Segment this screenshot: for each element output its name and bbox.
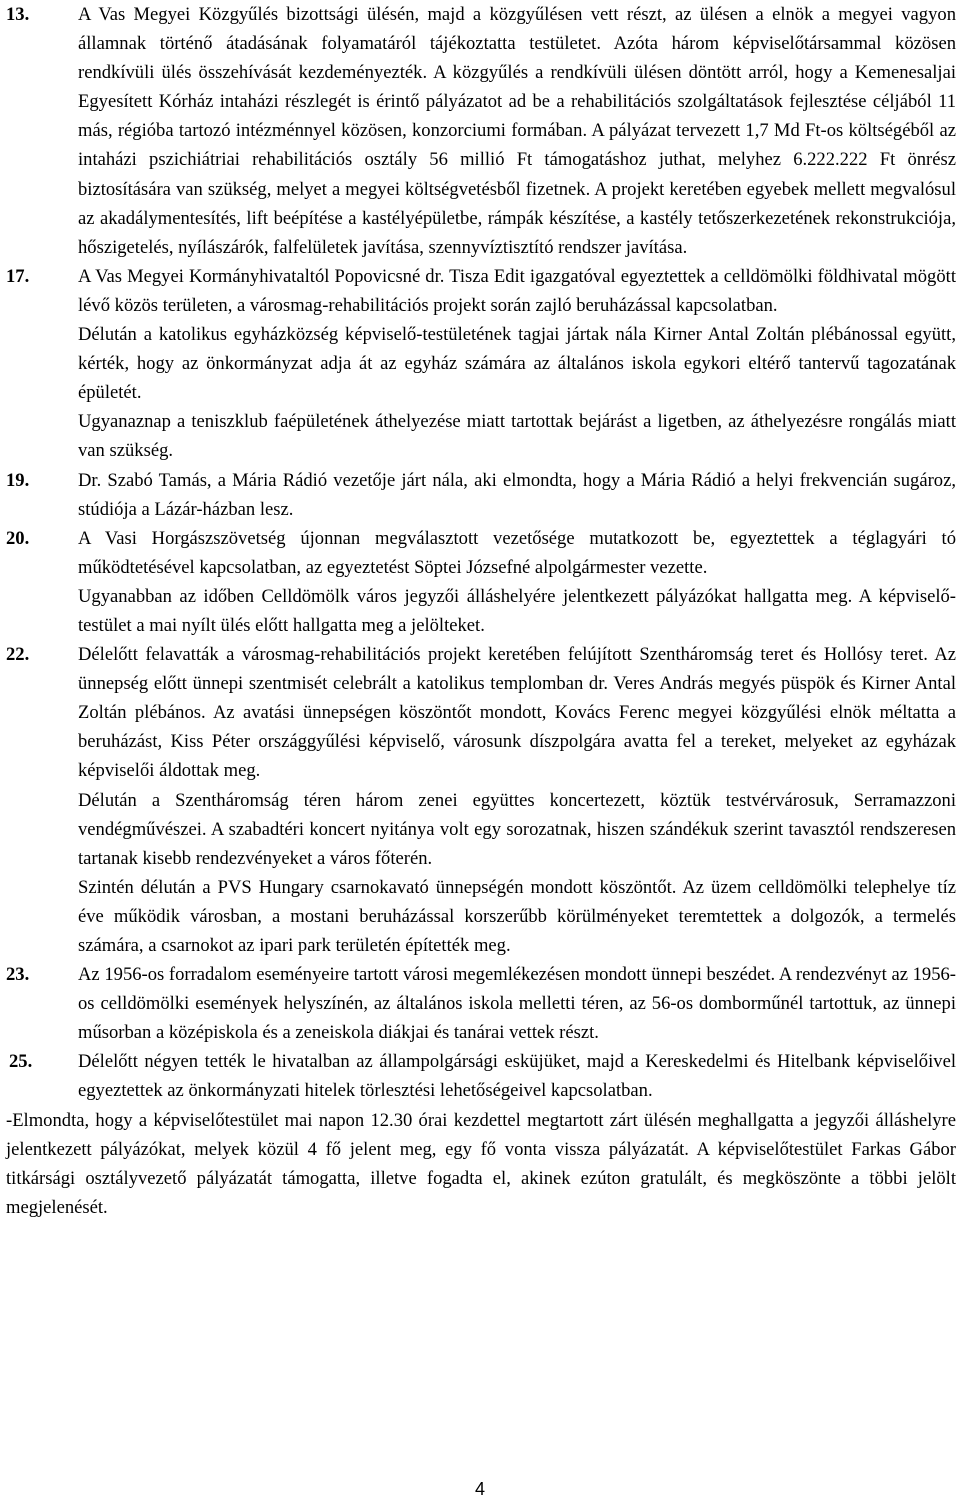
entry-number: 17. xyxy=(6,265,30,287)
document-body xyxy=(6,0,956,1222)
entry-paragraph: Délután a Szentháromság téren három zenei együttes koncertezett, köztük testvérvárosuk, Serramazzoni vendégművészei. A szabadtéri koncert nyitánya volt egy sorozatnak, hiszen szándékuk szerint tavasztól rendszeresen tartanak kisebb rendezvényeket a város főterén. xyxy=(78,789,956,869)
entry-number: 19. xyxy=(6,469,30,491)
entry-paragraph: A Vas Megyei Közgyűlés bizottsági ülésén, majd a közgyűlésen vett részt, az ülésen a elnök a megyei vagyon államnak történő átadásának folyamatáról tájékoztatta testületet. Azóta három képviselőtársammal közösen rendkívüli ülés összehívását kezdeményezték. A közgyűlés a rendkívüli ülésen döntött arról, hogy a Kemenesaljai Egyesített Kórház intaházi részlegét is érintő pályázatot ad be a rehabilitációs szolgáltatások fejlesztése céljából 11 más, régióba tartozó intézménnyel közösen, konzorciumi formában. A pályázat tervezett 1,7 Md Ft-os költségéből az intaházi pszichiátriai rehabilitációs osztály 56 millió Ft támogatáshoz juthat, melyhez 6.222.222 Ft önrész biztosítására van szükség, melyet a megyei költségvetésből fizetnek. A projekt keretében egyebek mellett megvalósul az akadálymentesítés, lift beépítése a kastélyépületbe, rámpák készítése, a kastély tetőszerkezetének rekonstrukciója, hőszigetelés, nyílászárók, falfelületek javítása, szennyvíztisztító rendszer javítása. xyxy=(78,4,956,258)
entry-body xyxy=(78,640,956,960)
entry-paragraph: A Vasi Horgászszövetség újonnan megválasztott vezetősége mutatkozott be, egyeztettek a téglagyári tó működtetésével kapcsolatban, az egyeztetést Söptei Józsefné alpolgármester vezette. xyxy=(78,527,956,578)
entry-paragraph: Délelőtt felavatták a városmag-rehabilitációs projekt keretében felújított Szentháromság teret és Hollósy teret. Az ünnepség előtt ünnepi szentmisét celebrált a katolikus templomban dr. Veres András megyés püspök és Kirner Antal Zoltán plébános. Az avatási ünnepségen köszöntőt mondott, Kovács Ferenc megyei közgyűlési elnök méltatta a beruházást, Kiss Péter országgyűlési képviselő, városunk díszpolgára avatta fel a tereket, melyeket az egyházak képviselői áldottak meg. xyxy=(78,644,956,782)
entry-paragraph: Az 1956-os forradalom eseményeire tartott városi megemlékezésen mondott ünnepi beszédet. A rendezvényt az 1956-os celldömölki események helyszínén, az általános iskola melletti téren, az 56-os domborműnél tartottuk, az ünnepi műsorban a középiskola és a zeneiskola diákjai és tanárai vettek részt. xyxy=(78,964,956,1044)
entry-19 xyxy=(6,466,956,524)
entry-17 xyxy=(6,262,956,466)
entry-body xyxy=(78,524,956,640)
entry-20 xyxy=(6,524,956,640)
entry-body xyxy=(78,960,956,1047)
entry-paragraph: Ugyanabban az időben Celldömölk város jegyzői álláshelyére jelentkezett pályázókat hallgatta meg. A képviselő-testület a mai nyílt ülés előtt hallgatta meg a jelölteket. xyxy=(78,585,956,636)
entry-paragraph: A Vas Megyei Kormányhivataltól Popovicsné dr. Tisza Edit igazgatóval egyeztettek a celldömölki földhivatal mögött lévő közös területen, a városmag-rehabilitációs projekt során zajló beruházással kapcsolatban. xyxy=(78,265,956,316)
entry-number: 20. xyxy=(6,527,30,549)
entry-paragraph: Délután a katolikus egyházközség képviselő-testületének tagjai jártak nála Kirner Antal Zoltán plébánossal együtt, kérték, hogy az önkormányzat adja át az egyház számára az általános iskola egykori eltérő tantervű tagozatának épületét. xyxy=(78,324,956,404)
entry-body xyxy=(78,466,956,524)
entry-13 xyxy=(6,0,956,262)
entry-number: 22. xyxy=(6,644,30,666)
entry-paragraph: Dr. Szabó Tamás, a Mária Rádió vezetője járt nála, aki elmondta, hogy a Mária Rádió a helyi frekvencián sugároz, stúdiója a Lázár-házban lesz. xyxy=(78,469,956,520)
entry-number: 23. xyxy=(6,964,30,986)
entry-body xyxy=(78,262,956,466)
entry-number: 25. xyxy=(9,1051,33,1073)
closing-paragraph: -Elmondta, hogy a képviselőtestület mai napon 12.30 órai kezdettel megtartott zárt ülésén meghallgatta a jegyzői álláshelyre jelentkezett pályázókat, melyek közül 4 fő jelent meg, egy fő vonta vissza pályázatát. A képviselőtestület Farkas Gábor titkársági osztályvezető pályázatát támogatta, illetve fogadta el, akinek ezúton gratulált, és megköszönte a többi jelölt megjelenését. xyxy=(6,1109,956,1218)
entry-body xyxy=(78,0,956,262)
entry-paragraph: Délelőtt négyen tették le hivatalban az állampolgársági esküjüket, majd a Kereskedelmi és Hitelbank képviselőivel egyeztettek az önkormányzati hitelek törlesztési lehetőségeivel kapcsolatban. xyxy=(78,1051,956,1102)
entry-23 xyxy=(6,960,956,1047)
entry-body xyxy=(78,1047,956,1105)
entry-paragraph: Ugyanaznap a teniszklub faépületének áthelyezése miatt tartottak bejárást a ligetben, az áthelyezésre rongálás miatt van szükség. xyxy=(78,411,956,462)
entry-number: 13. xyxy=(6,4,30,25)
entry-paragraph: Szintén délután a PVS Hungary csarnokavató ünnepségén mondott köszöntőt. Az üzem celldömölki telephelye tíz éve működik városban, a mostani beruházással korszerűbb körülményeket teremtettek a dolgozók, a termelés számára, a csarnokot az ipari park területén építették meg. xyxy=(78,876,956,956)
page-number: 4 xyxy=(474,1479,485,1499)
entry-22 xyxy=(6,640,956,960)
entry-25 xyxy=(6,1047,956,1105)
